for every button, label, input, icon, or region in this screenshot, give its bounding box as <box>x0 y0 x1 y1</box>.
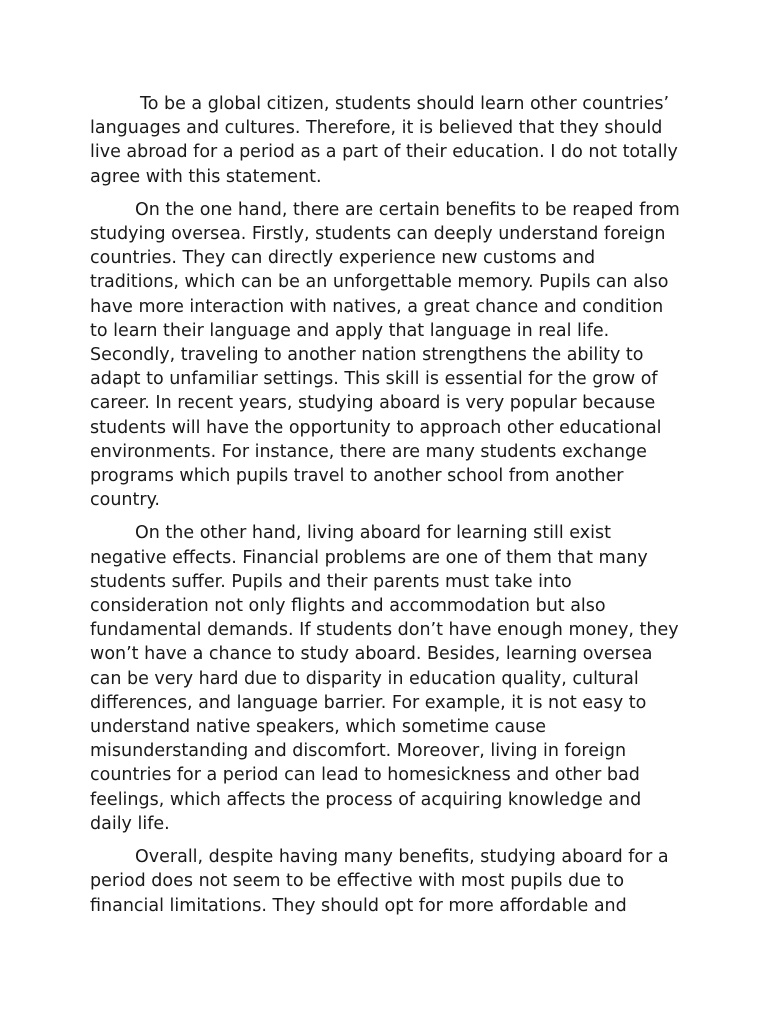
paragraph-benefits: On the one hand, there are certain benefits to be reaped from studying oversea. Firstly, students can deeply understand foreign countries. They can directly experience new customs and traditions, which can be an unforgettable memory. Pupils can also have more interaction with natives, a great chance and condition to learn their language and apply that language in real life. Secondly, traveling to another nation strengthens the ability to adapt to unfamiliar settings. This skill is essential for the grow of career. In recent years, studying aboard is very popular because students will have the opportunity to approach other educational environments. For instance, there are many students exchange programs which pupils travel to another school from another country. <box>90 199 680 511</box>
paragraph-drawbacks: On the other hand, living aboard for learning still exist negative effects. Financial problems are one of them that many students suffer. Pupils and their parents must take into consideration not only flights and accommodation but also fundamental demands. If students don’t have enough money, they won’t have a chance to study aboard. Besides, learning oversea can be very hard due to disparity in education quality, cultural differences, and language barrier. For example, it is not easy to understand native speakers, which sometime cause misunderstanding and discomfort. Moreover, living in foreign countries for a period can lead to homesickness and other bad feelings, which affects the process of acquiring knowledge and daily life. <box>90 523 679 834</box>
paragraph-intro: To be a global citizen, students should learn other countries’ languages and cultures. Therefore, it is believed that they should live abroad for a period as a part of their education. I do not totally agree with this statement. <box>90 94 678 187</box>
document-page <box>90 92 680 927</box>
paragraph-conclusion: Overall, despite having many benefits, studying aboard for a period does not seem to be effective with most pupils due to financial limitations. They should opt for more affordable and <box>90 847 669 916</box>
